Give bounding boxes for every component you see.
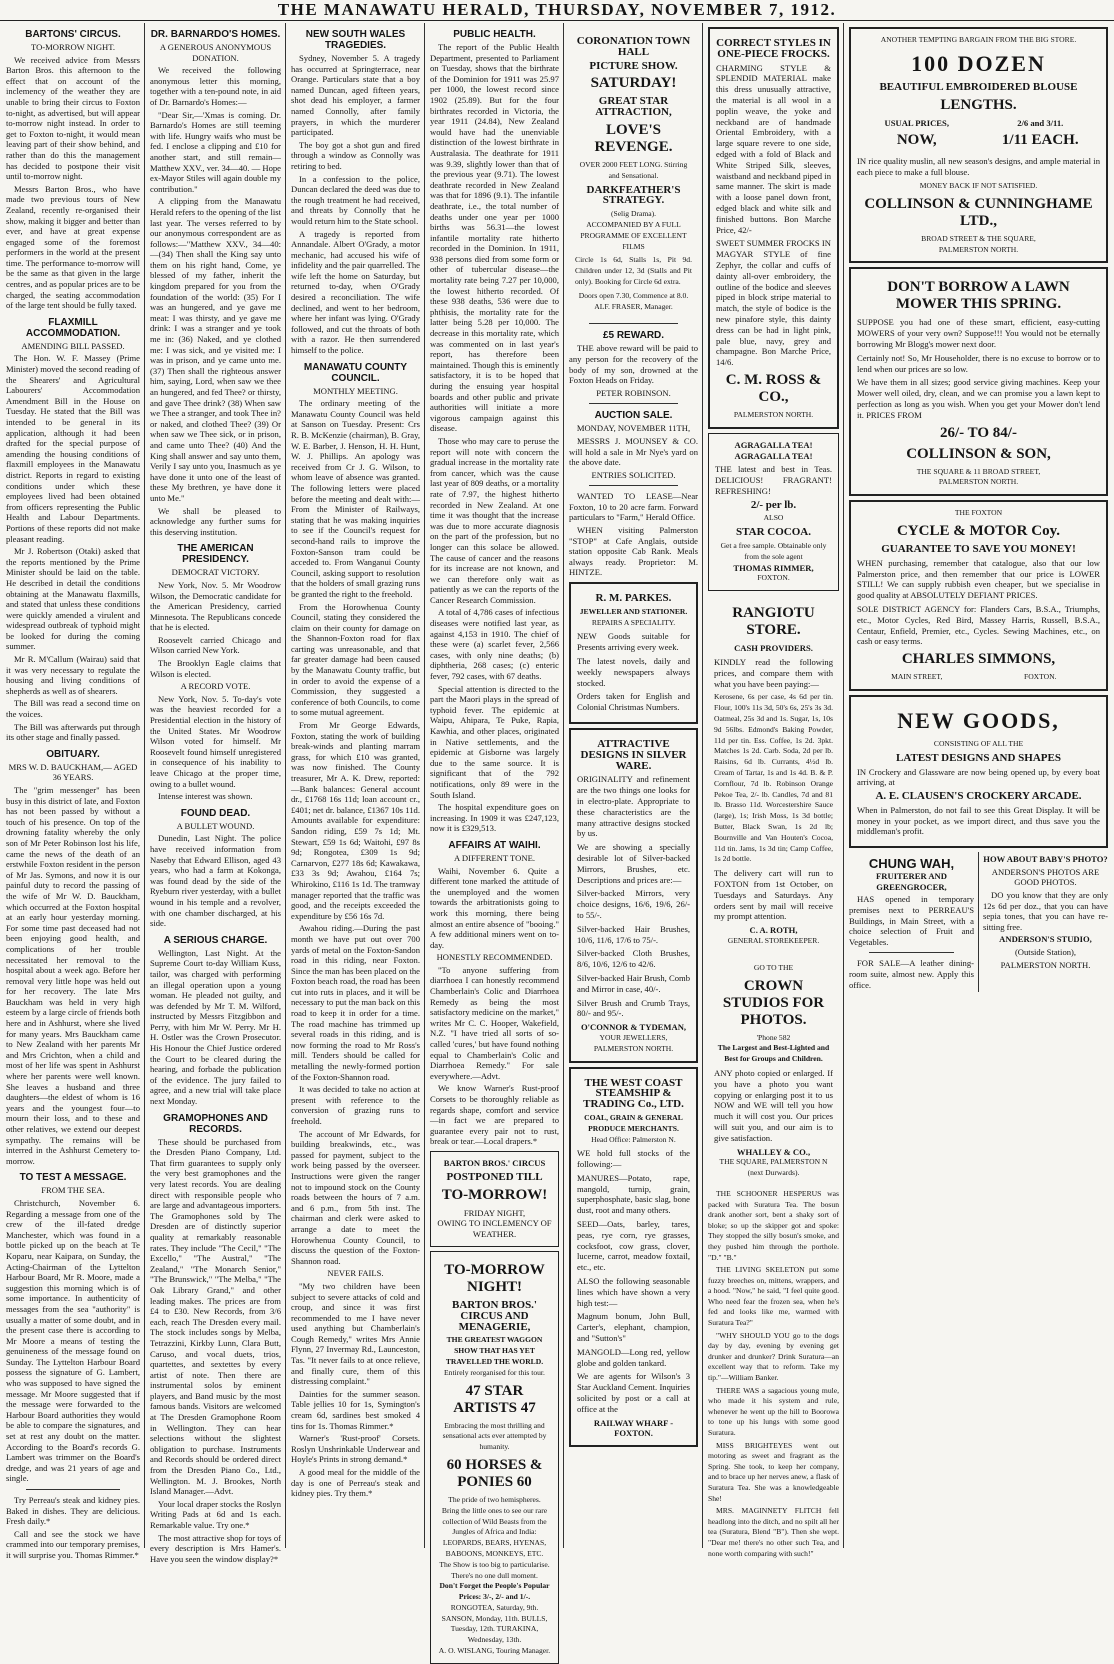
heading-test-message: TO TEST A MESSAGE. bbox=[19, 1172, 127, 1184]
notice-paragraph: Call and see the stock we have crammed into our temporary premises, it will surprise you. Thomas Rimmer.* bbox=[6, 1528, 140, 1560]
ad-line: RAILWAY WHARF - FOXTON. bbox=[593, 1417, 674, 1439]
subheading-never-fails: NEVER FAILS. bbox=[327, 1268, 384, 1279]
ad-line: FRIDAY NIGHT, bbox=[463, 1207, 526, 1218]
heading-waihi: AFFAIRS AT WAIHI. bbox=[448, 839, 541, 851]
ad-line: LENGTHS. bbox=[940, 96, 1017, 113]
article-paragraph: We received the following anonymous letter this morning, together with a ten-pound note, in aid of Dr. Barnardo's Homes:— bbox=[150, 65, 281, 107]
ad-line: WHEN purchasing, remember that catalogue, also that our low Palmerston price, and then remember that our price is LOWER STILL! We can supply rubbish even cheaper, but we specialise in good quality at ABSOLUTELY DEFIANT PRICES. bbox=[857, 557, 1100, 601]
ad-line: Don't Forget the People's Popular Prices: 3/-, 2/- and 1/-. bbox=[439, 1581, 550, 1602]
article-paragraph: Mr R. M'Callum (Wairau) said that it was very necessary to regulate the housing and living conditions of shepherds as well as of shearers. bbox=[6, 654, 140, 696]
ad-line: BARTON BROS.' CIRCUS AND MENAGERIE, bbox=[452, 1298, 537, 1333]
ad-line: ANY photo copied or enlarged. If you have a photo you want copying or enlarging post it to us NOW and WE will tell you how much it will cost you. Our prices will suit you, and our aim is to give satisfaction. bbox=[714, 1067, 833, 1143]
article-paragraph: From the Horowhenua County Council, stating they considered the claim on their county for damage on the Shannon-Foxton road for flax carting was unreasonable, and that far greater damage had been caused by the Manawatu County traffic, but in order to avoid the expense of a Commission, they suggested a conference of both Councils, to come to some mutual agreement. bbox=[291, 601, 420, 718]
ad-line: 2/- per lb. bbox=[750, 498, 797, 511]
divider bbox=[869, 952, 954, 953]
ad-line: RONGOTEA, Saturday, 9th. SANSON, Monday, 11th. BULLS, Tuesday, 12th. TURAKINA, Wednesday, 13th. bbox=[441, 1602, 548, 1645]
article-paragraph: The boy got a shot gun and fired through a window as Connolly was retiring to bed. bbox=[291, 139, 420, 171]
ad-suratura: "WHY SHOULD YOU go to the dogs day by day, evening by evening get drunker and drunker? Drink Suratura—an excellent way that to reform. Take my tip."—William Banker. bbox=[708, 1330, 839, 1383]
column-7 bbox=[845, 23, 1112, 1548]
article-paragraph: Waihi, November 6. Quite a different tone marked the attitude of the unemployed and the women towards the arbitrationists going to work this morning, there being almost an entire absence of "booing." A few additional miners went on to-day. bbox=[430, 865, 559, 950]
ad-line: ANOTHER TEMPTING BARGAIN FROM THE BIG STORE. bbox=[880, 35, 1077, 44]
subheading: FROM THE SEA. bbox=[41, 1185, 105, 1196]
ad-line: ALSO the following seasonable lines which have shown a very high test:— bbox=[577, 1276, 690, 1308]
heading-found-dead: FOUND DEAD. bbox=[180, 807, 251, 819]
ad-line: ANDERSON'S PHOTOS ARE GOOD PHOTOS. bbox=[991, 866, 1100, 888]
ad-title: CYCLE & MOTOR Coy. bbox=[896, 522, 1061, 539]
ad-line: DARKFEATHER'S STRATEGY. bbox=[586, 183, 681, 207]
article-paragraph: A tragedy is reported from Annandale. Albert O'Grady, a motor mechanic, had accused his wife of infidelity and the pair quarrelled. The wife left the home on Saturday, but returned to-day, when O'Grady desired a reconciliation. The wife declined, and went to her bedroom, where her infant was lying. O'Grady followed, and cut the throats of both with a razor. He then surrendered himself to the police. bbox=[291, 228, 420, 356]
ad-line: Head Office: Palmerston N. bbox=[591, 1134, 676, 1144]
subheading: A BULLET WOUND. bbox=[176, 820, 255, 831]
ad-chung-wah bbox=[849, 852, 979, 992]
ad-line: C. M. ROSS & CO., bbox=[725, 371, 822, 405]
ad-suratura: MISS BRIGHTEYES went out motoring as sweet and fragrant as the Spring. She took, to keep her company, and to brace up her nerves anew, a flask of Suratura Tea. She was a knowledgeable She! bbox=[708, 1440, 839, 1503]
ad-suratura: THERE WAS a sagacious young mule, who made it his system and rule, whenever he went up the hill to Boorowa to tone up his lungs with some good Suratura. bbox=[708, 1385, 839, 1437]
ad-line: PALMERSTON NORTH. bbox=[593, 1043, 674, 1053]
ad-line: Entirely reorganised for this tour. bbox=[444, 1367, 545, 1377]
article-paragraph: New York, Nov. 5. To-day's vote was the heaviest recorded for a Presidential election in the history of the United States. Mr Woodrow Wilson voted for himself. Mr Roosevelt found himself unregistered in consequence of his inability to leave Chicago at the proper time, owing to a bullet wound. bbox=[150, 693, 281, 789]
ad-line: 60 HORSES & PONIES 60 bbox=[446, 1456, 543, 1490]
divider bbox=[589, 403, 678, 404]
column-5 bbox=[565, 23, 703, 1548]
ad-line: (Selig Drama). bbox=[610, 209, 657, 219]
ad-title: 100 DOZEN bbox=[911, 50, 1046, 76]
ad-line: Get a free sample. Obtainable only from the sole agent bbox=[720, 541, 827, 561]
article-paragraph: Intense interest was shown. bbox=[158, 791, 253, 802]
ad-title: THE WEST COAST STEAMSHIP & TRADING Co., LTD. bbox=[583, 1076, 684, 1111]
ad-line: THE latest and best in Teas. DELICIOUS! FRAGRANT! REFRESHING! bbox=[715, 464, 832, 496]
ad-line: 'Phone 582 bbox=[756, 1032, 791, 1042]
ad-line: The Largest and Best-Lighted and Best for Groups and Children. bbox=[717, 1043, 830, 1064]
ad-line: O'CONNOR & TYDEMAN, bbox=[580, 1022, 687, 1033]
ad-suratura: THE LIVING SKELETON put some fuzzy breeches on, mittens, wrappers, and a hood. "Now," he said, "I feel quite good. Who need fear the frozen sea, when he's fed and looks like me, warmed with Suratura Tea?" bbox=[708, 1265, 839, 1328]
notice-paragraph: A good meal for the middle of the day is one of Perreau's steak and kidney pies. Try them.* bbox=[291, 1467, 420, 1499]
ad-line: KINDLY read the following prices, and compare them with what you have been paying:— bbox=[714, 657, 833, 689]
ad-reward-sign: PETER ROBINSON. bbox=[596, 387, 671, 398]
ad-auction-text: MESSRS J. MOUNSEY & CO. will hold a sale in Mr Nye's yard on the above date. bbox=[569, 435, 698, 468]
article-paragraph: Christchurch, November 6. Regarding a message from one of the crew of the ill-fated dredge Manchester, which was found in a bottle picked up on the beach at Te Koparu, near Kaipara, on Sunday, the Acting-Chairman of the Lyttelton Harbour Board, Mr R. Moore, made a suggestion this morning which is of some importance. In authenticity of messages from the sea "authority" is usually a matter of some doubt, and in the present case there is according to Mr Moore a means of testing the genuineness of the message found on Sunday. The Lyttelton Harbour Board possess the signature of G. Lambert, who was supposed to have signed the message. Mr Moore suggested that if the message were forwarded to the Harbour Board authorities they would be able to compare the signatures, and set at rest any doubt on the matter. According to the Board's records G. Lambert was trimmer on the Board's dredge, and was 21 years of age and single. bbox=[6, 1197, 140, 1484]
ad-line: THE SQUARE & 11 BROAD STREET, bbox=[916, 466, 1041, 476]
ad-title: AGRAGALLA TEA! bbox=[734, 450, 813, 461]
ad-blouse-lengths bbox=[849, 27, 1108, 263]
ad-cycle-motor bbox=[849, 500, 1108, 691]
notice-paragraph: Dainties for the summer season. Table jellies 10 for 1s, Symington's cream 6d, sardines best smoked 4 tins for 1s. Thomas Rimmer.* bbox=[291, 1388, 420, 1431]
ad-title: CHUNG WAH, bbox=[868, 856, 955, 872]
ad-circus-tomorrow bbox=[430, 1251, 559, 1664]
column-2 bbox=[146, 23, 286, 1564]
article-paragraph: The ordinary meeting of the Manawatu County Council was held at Sanson on Tuesday. Present: Crs R. B. McKenzie (chairman), B. Gray, W. E. Barber, J. Henson, H. H. Hunt, W. J. Phillips. An apology was received from Cr J. G. Wilson, to whom leave of absence was granted. The following letters were placed before the meeting and dealt with:— From the Minister of Railways, stating that he was making inquiries to see if the Council's request for second-hand rails to improve the Foxton-Sanson tram could be acceded to. From Wanganui County Council, asking support to resolution that the holders of small grazing runs be granted the right to the freehold. bbox=[291, 398, 420, 599]
article-paragraph: Wellington, Last Night. At the Supreme Court to-day William Kuss, tailor, was charged with performing an illegal operation upon a young woman. He pleaded not guilty, and was defended by Mr T. M. Wilford, instructed by Messrs Fitzgibbon and Perry, with him Mr W. Perry. Mr H. H. Ostler was the Crown Prosecutor. His Honour the Chief Justice ordered the Court to be cleared during the hearing, and forbade the publication of the evidence. The jury failed to agree, and a new trial will take place next Monday. bbox=[150, 947, 281, 1107]
ad-line: POSTPONED TILL bbox=[446, 1170, 543, 1183]
heading-bartons-circus: BARTONS' CIRCUS. bbox=[25, 29, 121, 40]
column-3 bbox=[287, 23, 425, 1548]
ad-line: WHALLEY & CO., bbox=[736, 1146, 811, 1157]
ad-line: We are showing a specially desirable lot of Silver-backed Mirrors, Brushes, etc. Descriptions and prices are:— bbox=[577, 842, 690, 885]
ad-line: LOVE'S REVENGE. bbox=[594, 121, 673, 155]
article-paragraph: Dunedin, Last Night. The police have received information from Naseby that Edward Ellison, aged 43 years, who had a farm at Kokonga, was found dead by the side of the Ryeburn river yesterday, with a bullet wound in his temple and a revolver, with one chamber discharged, at his side. bbox=[150, 833, 281, 929]
ad-line: PALMERSTON NORTH. bbox=[938, 244, 1019, 254]
ad-anderson-photos bbox=[983, 852, 1108, 992]
ad-line: SOLE DISTRICT AGENCY for: Flanders Cars, B.S.A., Triumphs, etc., Motor Cycles, Red Bird, Massey Harris, Russell, B.S.A., Centaur, Enfield, Premier, etc., Cycles. Sewing Machines, etc., on cash or easy terms. bbox=[857, 603, 1100, 647]
ad-line: C. A. ROTH, bbox=[749, 925, 798, 936]
ad-line: Embracing the most thrilling and sensational acts ever attempted by humanity. bbox=[442, 1420, 547, 1452]
ad-title: CORONATION TOWN HALL bbox=[576, 35, 691, 58]
ad-lawn-mower bbox=[849, 267, 1108, 496]
ad-circus-postponed bbox=[430, 1151, 559, 1247]
ad-line: Silver-backed Hair Brush, Comb and Mirror in case, 40/-. bbox=[577, 972, 690, 994]
ad-title: HOW ABOUT BABY'S PHOTO? bbox=[983, 854, 1108, 865]
heading-barnardo: DR. BARNARDO'S HOMES. bbox=[150, 29, 281, 40]
article-paragraph: In a confession to the police, Duncan declared the deed was due to the rough treatment he had received, and threats by Connolly that he would return him to the State school. bbox=[291, 173, 420, 226]
ad-line: CHARLES SIMMONS, bbox=[901, 651, 1056, 668]
ad-line: PALMERSTON NORTH. bbox=[733, 409, 814, 419]
subheading: A RECORD VOTE. bbox=[180, 681, 251, 692]
ad-line: THE SQUARE, PALMERSTON N (next Durwards). bbox=[719, 1157, 828, 1178]
heading-serious-charge: A SERIOUS CHARGE. bbox=[163, 934, 268, 946]
ad-line: FRUITERER AND GREENGROCER, bbox=[876, 871, 947, 892]
divider bbox=[589, 323, 678, 324]
ad-line: Silver-backed Cloth Brushes, 8/6, 10/6, 12/6 to 42/6. bbox=[577, 948, 690, 970]
ad-agragalla-tea bbox=[708, 433, 839, 592]
ad-line: GO TO THE bbox=[753, 962, 794, 972]
ad-line: ALSO bbox=[763, 513, 784, 523]
ad-line: SUPPOSE you had one of these smart, efficient, easy-cutting MOWERS of your very own? Suppose!!! You would not be eternally borrowing Mr Blogg's mower next door. bbox=[857, 317, 1100, 349]
notice-paragraph: Warner's 'Rust-proof' Corsets. Roslyn Unshrinkable Underwear and Hoyle's Prints in strong demand.* bbox=[291, 1433, 420, 1465]
ad-line: OWING TO INCLEMENCY OF WEATHER. bbox=[437, 1218, 552, 1240]
ad-line: Silver Brush and Crumb Trays, 80/- and 95/-. bbox=[577, 997, 690, 1019]
ad-line: NOW, bbox=[896, 132, 937, 149]
ad-line: COLLINSON & CUNNINGHAME LTD., bbox=[864, 195, 1093, 229]
ad-frocks bbox=[708, 27, 839, 429]
ad-line: IN Crockery and Glassware are now being opened up, by every boat arriving, at bbox=[857, 766, 1100, 788]
ad-line: SWEET SUMMER FROCKS IN MAGYAR STYLE of fine Zephyr, the collar and cuffs of dainty all-over embroidery, the outline of the bodice and sleeves piped in block stripe material to match, the style of bodice is the new pinafore style, this dainty dress can be had in light pink, pale blue, navy, grey and champagne. Bon Marche Price, 14/6. bbox=[716, 238, 831, 368]
article-paragraph: The "grim messenger" has been busy in this district of late, and Foxton has not been passed by without a touch of his presence. On top of the drowning fatality whereby the only son of Mr Peter Robinson lost his life, came the news of the death of an erstwhile Foxton resident in the person of Mr Jas. Symons, and now it is our painful duty to record the passing of the wife of Mr W. D. Bauckham, which occurred at the Foxton hospital at an early hour yesterday morning. For some time past deceased had not been enjoying good health, and complications of her trouble necessitated her removal to the hospital about a week ago. Before her removal very little hope was held out for her recovery. The late Mrs Bauckham was held in very high esteem by a large circle of friends both here and in Ashhurst, where she lived for many years. Mrs Bauckham came to New Zealand with her parents Mr and Mrs Crichton, when a child and most of her life was spent in Ashhurst where her parents were well known. She leaves a husband and three daughters—the eldest of whom is 16 years and the youngest four—to mourn their loss, and to these and other relatives, we extend our deepest sympathy. The remains will be interred in the Ashhurst Cemetery to-morrow. bbox=[6, 785, 140, 1166]
article-paragraph: New York, Nov. 5. Mr Woodrow Wilson, the Democratic candidate for the American Presidency, carried Minnesota. The Republicans concede that he is elected. bbox=[150, 579, 281, 633]
ad-line: PALMERSTON NORTH. bbox=[1000, 959, 1091, 970]
ad-line: ANDERSON'S STUDIO, bbox=[999, 934, 1092, 945]
ad-line: THE GREATEST WAGGON SHOW THAT HAS YET TRAVELLED THE WORLD. bbox=[445, 1335, 544, 1366]
ad-parkes bbox=[569, 582, 698, 724]
article-paragraph: "Dear Sir,—'Xmas is coming. Dr. Barnardo's Homes are still teeming with life. Hungry waifs who must be fed. I enclose a clipping and £10 for another start, and still remain—Matthew XXV., ver. 34—40. — Hope ex-Mayor Stiles will again double my contribution." bbox=[150, 109, 281, 194]
ad-line: We have them in all sizes; good service giving machines. Keep your Mower well oiled, dry, clean, and we can promise you a lawn kept to perfection as long as you wish. When you get your Mower don't lend it. PRICES FROM bbox=[857, 377, 1100, 420]
article-paragraph: The account of Mr Edwards, for building breakwinds, etc., was passed for payment, subject to the work being passed by the overseer. Instructions were given the ranger not to impound stock on the County roads between the hours of 7 a.m. and 6 p.m., from 5th inst. The chairman and clerk were asked to arrange a date to meet the Horowhenua County Council, to discuss the question of the Foxton-Shannon road. bbox=[291, 1128, 420, 1266]
ad-price-row bbox=[857, 128, 1100, 153]
article-paragraph: Mr J. Robertson (Otaki) asked that the reports mentioned by the Prime Minister should be laid on the table. He described in detail the conditions obtaining at the Manawatu flaxmills, and stated that unless these conditions were quickly amended a virulent and widespread outbreak of typhoid might be looked for during the coming summer. bbox=[6, 546, 140, 652]
ad-title: ATTRACTIVE DESIGNS IN SILVER WARE. bbox=[580, 738, 687, 772]
heading-nsw-tragedies: NEW SOUTH WALES TRAGEDIES. bbox=[305, 29, 406, 51]
ad-line: The delivery cart will run to FOXTON from 1st October, on Tuesdays and Saturdays. Any orders sent by mail will receive my prompt attention. bbox=[714, 868, 833, 922]
ad-line: We are agents for Wilson's 3 Star Auckland Cement. Inquiries solicited by post or a call at office at the bbox=[577, 1371, 690, 1414]
ad-line: ACCOMPANIED BY A FULL PROGRAMME OF EXCELLENT FILMS bbox=[580, 219, 687, 251]
heading-obituary: OBITUARY. bbox=[46, 748, 100, 760]
ad-auction-title: AUCTION SALE. bbox=[594, 410, 673, 422]
subheading: AMENDING BILL PASSED. bbox=[21, 340, 125, 351]
article-paragraph: The Hon. W. F. Massey (Prime Minister) moved the second reading of the Shearers' and Agricultural Labourers' Accommodation Amendment Bill in the House on Tuesday. He stated that the Bill was intended to be general in its application, although it had been drafted for the special purpose of amending the housing conditions of flaxmill employees in the Manawatu district. Reports in regard to existing conditions under which these employees lived had been obtained from officers representing the Public Health and Labour Departments. Portions of these reports did not make pleasant reading. bbox=[6, 353, 140, 544]
ad-line: THOMAS RIMMER, bbox=[733, 562, 814, 573]
ad-title: RANGIOTU STORE. bbox=[732, 605, 815, 639]
ad-line: REPAIRS A SPECIALITY. bbox=[591, 617, 676, 627]
ad-line: The latest novels, daily and weekly newspapers always stocked. bbox=[577, 656, 690, 688]
ad-wanted: WANTED TO LEASE—Near Foxton, 10 to 20 acre farm. Forward particulars to "Farm," Herald Office. bbox=[569, 491, 698, 523]
article-paragraph: "My two children have been subject to severe attacks of cold and croup, and since it was first recommended to me I have never used anything but Chamberlain's Cough Remedy," writes Mrs Annie Flynn, 27 Invermay Rd., Launceston, Tas. "It never fails to at once relieve, and finally cure, them of this distressing complaint." bbox=[291, 1280, 420, 1387]
ad-reward-text: THE above reward will be paid to any person for the recovery of the body of my son, drowned at the Foxton Heads on Friday. bbox=[569, 343, 698, 386]
article-paragraph: The Bill was read a second time on the voices. bbox=[6, 698, 140, 720]
ad-line: 26/- TO 84/- bbox=[940, 424, 1017, 441]
ad-west-coast bbox=[569, 1067, 698, 1448]
ad-line: Certainly not! So, Mr Householder, there is no excuse to borrow or to lend when our prices are so low. bbox=[857, 352, 1100, 374]
article-paragraph: It was decided to take no action at present with reference to the conversion of grazing runs to freehold. bbox=[291, 1084, 420, 1126]
article-paragraph: Special attention is directed to the part the Maori plays in the spread of typhoid fever. The epidemic at Waipu, Ahipara, Te Puke, Rapia, Kawhia, and other places, originated in Native settlements, and the epidemic at Gisborne was largely due to the same source. It is significant that of the 792 notifications, only 89 were in the South Island. bbox=[430, 683, 559, 800]
article-paragraph: Roosevelt carried Chicago and Wilson carried New York. bbox=[150, 634, 281, 656]
ad-line: COLLINSON & SON, bbox=[906, 445, 1051, 462]
ad-line: PICTURE SHOW. bbox=[589, 59, 678, 72]
ad-price-row bbox=[857, 118, 1100, 129]
ad-auction-sign: ENTRIES SOLICITED. bbox=[591, 469, 676, 480]
ad-line: FOXTON. bbox=[757, 573, 790, 583]
masthead: THE MANAWATU HERALD, THURSDAY, NOVEMBER 7, 1912. bbox=[0, 0, 1114, 21]
notice-paragraph: The most attractive shop for toys of every description is Mrs Hamer's. Have you seen the window display?* bbox=[150, 1532, 281, 1564]
ad-picture-show bbox=[569, 27, 698, 318]
ad-title: DON'T BORROW A LAWN MOWER THIS SPRING. bbox=[887, 279, 1070, 313]
article-paragraph: From Mr George Edwards, Foxton, stating the work of building break-winds and planting marram grass, for which £10 was granted, was now finished. The County treasurer, Mr A. K. Drew, reported:—Bank balances: General account dr., £1768 16s 11d; loan account cr., £401; net dr. balance, £1367 10s 11d. Amounts available for expenditure: Sandon riding, £59 7s 1d; Mt. Stewart, £59 1s 6d; Waitohi, £97 8s 9d; Rongotea, £309 1s 9d; Carnarvon, £277 18s 6d; Kawakawa, £33 3s 9d; Awahou, £164 7s; Whirokino, £116 1s 1d. The tramway manager reported that the traffic was good, and the receipts exceeded the expenditure by £56 16s 7d. bbox=[291, 720, 420, 921]
ad-line: IN rice quality muslin, all new season's designs, and ample material in each piece to make a full blouse. bbox=[857, 156, 1100, 178]
ad-line: The Show is too big to particularise. There's no one dull moment. bbox=[439, 1559, 550, 1580]
ad-line: Silver-backed Mirrors, very choice designs, 16/6, 19/6, 26/- to 55/-. bbox=[577, 888, 690, 920]
ad-line: BROAD STREET & THE SQUARE, bbox=[921, 233, 1036, 243]
ad-line: CHARMING STYLE & SPLENDID MATERIAL make this dress unusually attractive, the material is all wool in a poplin weave, the yoke and neckband are of handmade Oriental Embroidery, with a large square revere to one side, edged with a fold of Black and White Striped Silk, sleeves, waistband and neckband piped in same manner. The skirt is made with a loose panel down front, edged black and white silk and finished buttons. Bon Marche Price, 42/- bbox=[716, 62, 831, 235]
ad-title: AGRAGALLA TEA! bbox=[734, 439, 813, 450]
ad-line: NEW Goods suitable for Presents arriving every week. bbox=[577, 631, 690, 653]
ad-line: Circle 1s 6d, Stalls 1s, Pit 9d. Children under 12, 3d (Stalls and Pit only). Booking for Circle 6d extra. bbox=[575, 255, 692, 286]
ad-reward-title: £5 REWARD. bbox=[602, 330, 665, 342]
article-paragraph: Messrs Barton Bros., who have made two previous tours of New Zealand, recently re-organised their show, making it bigger and better than ever, and have at great expense engaged some of the foremost performers in the world at the present time. The performance to-morrow will be the same as that given in the large centres, and as popular prices are to be charged, the seating accommodation of the large tent should be fully taxed. bbox=[6, 183, 140, 311]
ad-line: GREAT STAR ATTRACTION, bbox=[595, 95, 672, 119]
ad-line: YOUR JEWELLERS, bbox=[599, 1032, 668, 1042]
subheading: TO-MORROW NIGHT. bbox=[30, 42, 116, 52]
column-1 bbox=[2, 23, 145, 1560]
ad-line: USUAL PRICES, bbox=[884, 117, 949, 128]
ad-line: MAIN STREET, bbox=[891, 672, 943, 682]
ad-line: TO-MORROW! bbox=[441, 1186, 548, 1203]
ad-line: Silver-backed Hair Brushes, 10/6, 11/6, 17/6 to 75/-. bbox=[577, 923, 690, 945]
subheading: A DIFFERENT TONE. bbox=[454, 852, 535, 863]
ad-line: 1/11 EACH. bbox=[1001, 132, 1079, 149]
ad-line: HAS opened in temporary premises next to PERREAU'S Buildings, in Main Street, with a choice selection of Fruit and Vegetables. bbox=[849, 894, 974, 947]
ad-auction-date: MONDAY, NOVEMBER 11TH, bbox=[576, 423, 691, 434]
subheading: DEMOCRAT VICTORY. bbox=[171, 567, 260, 578]
ad-address-row bbox=[857, 672, 1100, 683]
ad-line: LATEST DESIGNS AND SHAPES bbox=[896, 751, 1061, 764]
ad-line: BEAUTIFUL EMBROIDERED BLOUSE bbox=[879, 80, 1078, 93]
ad-line: MANGOLD—Long red, yellow globe and golden tankard. bbox=[577, 1346, 690, 1368]
ad-title: CROWN STUDIOS FOR PHOTOS. bbox=[722, 977, 825, 1028]
divider bbox=[589, 485, 678, 486]
article-paragraph: The Bill was afterwards put through its other stage and finally passed. bbox=[6, 721, 140, 743]
heading-american-presidency: THE AMERICAN PRESIDENCY. bbox=[177, 543, 254, 566]
ad-silverware bbox=[569, 728, 698, 1063]
article-paragraph: A clipping from the Manawatu Herald refers to the opening of the list last year. The verses referred to by our anonymous correspondent are as follows:—"Matthew XXV., 34—40:—(34) Then shall the King say unto them on his right hand, Come, ye blessed of my father, inherit the kingdom prepared for you from the foundation of the world: (35) For I was an hungered, and ye gave me meat: I was thirsty, and ye gave me drink: I was a stranger and ye took me in: (36) Naked, and ye clothed me: I was sick, and ye visited me: I was in prison, and ye came unto me. (37) Then shall the righteous answer him, saying, Lord, when saw we thee an hungered, and fed Thee? or thirsty, and gave Thee drink? (38) When saw we Thee a stranger, and took Thee in? or naked, and clothed Thee? (39) Or when saw we Thee sick, or in prison, and came unto Thee? (40) And the King shall answer and say unto them, Verily I say unto you, Inasmuch as ye have done it unto one of the least of these My brethren, ye have done it unto Me." bbox=[150, 196, 282, 503]
column-6 bbox=[704, 23, 844, 1558]
ad-title: CORRECT STYLES IN ONE-PIECE FROCKS. bbox=[716, 37, 831, 60]
ad-line: SEED—Oats, barley, tares, peas, rye corn, rye grasses, cocksfoot, cow grass, clover, lucerne, carrot, meadow foxtail, etc., etc. bbox=[577, 1219, 690, 1273]
ad-line: DO you know that they are only 12s 6d per doz., that you can have sepia tones, that you can have re-sitting free. bbox=[983, 890, 1108, 932]
ad-line: MANURES—Potato, rape, mangold, turnip, grain, superphosphate, basic slag, bone dust, root and many others. bbox=[577, 1172, 690, 1216]
column-4 bbox=[426, 23, 564, 1656]
article-paragraph: The hospital expenditure goes on increasing. In 1909 it was £247,123, now it is £329,513. bbox=[430, 802, 559, 834]
ad-line: Bring the little ones to see our rare collection of Wild Beasts from the Jungles of Africa and India: LEOPARDS, BEARS, HYENAS, BABOONS, MONKEYS, ETC. bbox=[441, 1505, 548, 1558]
article-paragraph: The Brooklyn Eagle claims that Wilson is elected. bbox=[150, 658, 281, 679]
notice-paragraph: Your local draper stocks the Roslyn Writing Pads at 6d and 1s each. Remarkable value. Try one.* bbox=[150, 1498, 281, 1530]
ad-line: CONSISTING OF ALL THE bbox=[933, 738, 1024, 748]
ad-line: FOXTON. bbox=[1023, 672, 1057, 682]
heading-county-council: MANAWATU COUNTY COUNCIL. bbox=[303, 361, 408, 384]
ad-line: The pride of two hemispheres. bbox=[448, 1494, 541, 1504]
article-paragraph: These should be purchased from the Dresden Piano Company, Ltd. That firm guarantees to supply only the very best gramophones and the very latest records. You are dealing direct with responsible people who are large and advantageous importers. The Gramophones sold by The Dresden are of distinctly superior quality at remarkably reasonable rates. They include "The Cecil," "The Excello," "The Austral," "The Zealand," "The Monarch Senior," "The Brunswick," "The Melba," "The Oak Library Grand," and other leading makes. The prices are from £4 to £30. New Records, from 3/6 each, reach The Dresden every mail. The stock includes songs by Melba, Tetrazzini, Kirkby Lunn, Clara Butt, Caruso, and vocal duets, trios, quartettes, and sextettes by every artist of note. Then there are instrumental solos by eminent players, and Band music by the most famous bands. Visitors are welcomed at The Dresden Gramophone Room in Wellington. They can hear selections without the slightest obligation to purchase. Instruments and Records should be ordered direct from the Dresden Piano Co., Ltd., Wellington. M. J. Brookes, North Island Manager.—Advt. bbox=[150, 1136, 281, 1497]
ad-line: When in Palmerston, do not fail to see this Great Display. It will be money in your pocket, as we import direct, and thus save you the middleman's profit. bbox=[857, 804, 1100, 837]
article-paragraph: A total of 4,786 cases of infectious diseases were notified last year, as against 4,153 in 1910. The chief of these were (a) scarlet fever, 2,566 cases, with only nine deaths; (b) diphtheria, 268 cases; (c) enteric fever, 792 cases, with 67 deaths. bbox=[430, 607, 559, 682]
article-paragraph: Those who may care to peruse the report will note with concern the gradual increase in the mortality rate from cancer, which was the cause last year of 809 deaths, or a mortality rate of 7.97, the highest hitherto recorded in New Zealand. At one time it was thought that the increase was due to more accurate diagnosis on the part of the profession, but no longer can this solace be allowed. The cause of cancer and the reasons for its increase are not known, and we can therefore only wait as patiently as we can the reports of the Cancer Research Commission. bbox=[430, 435, 559, 605]
heading-gramophones: GRAMOPHONES AND RECORDS. bbox=[163, 1112, 268, 1135]
heading-public-health: PUBLIC HEALTH. bbox=[453, 29, 536, 40]
ad-line: ORIGINALITY and refinement are the two things one looks for in electro-plate. Appropriate to these characteristics are the many attractive designs stocked by us. bbox=[577, 774, 690, 839]
article-paragraph: We shall be pleased to acknowledge any further sums for this deserving institution. bbox=[150, 505, 281, 537]
ad-cafe: WHEN visiting Palmerston "STOP" at Cafe Anglais, outside station opposite Cab Rank. Meals always ready. Proprietor: M. HINTZE. bbox=[569, 525, 698, 578]
ad-line: Kerosene, 6s per case, 4s 6d per tin. Flour, 100's 11s 3d, 50's 6s, 25's 3s 3d. Oatmeal, 25s 3d and 1s. Sugar, 1s, 10s 9d 56lbs. Edmond's Baking Powder, 11d per tin. Ess. Coffee, 1s 2d. 3pkt. Matches 1s 2d. Carb. Soda, 2d per lb. Raisins, 6d lb. Currants, 4½d lb. Cream of Tartar, 1s and 1s 4d. B. & P. Cornflour, 7d lb. Robinson Orange Pekoe Tea, 2/- lb. Candles, 7d and 81 lb. Brasso 11d. Worcestershire Sauce (large), 1s; Irish Moss, 1s 3d bottle; Butter, Black Swan, 1s 2d lb; Bournville and Van Houten's Cocoa, 11d tin. Jams, 1s 3d tin; Camp Coffee, 1s 2d bottle. bbox=[714, 692, 833, 864]
subheading: A GENEROUS ANONYMOUS DONATION. bbox=[159, 42, 272, 63]
ad-title: BARTON BROS.' CIRCUS bbox=[443, 1157, 546, 1168]
ad-line: MONEY BACK IF NOT SATISFIED. bbox=[919, 180, 1038, 190]
ad-line: PALMERSTON NORTH. bbox=[938, 477, 1019, 487]
ad-line: A. E. CLAUSEN'S CROCKERY ARCADE. bbox=[875, 790, 1082, 803]
subheading: MRS W. D. BAUCKHAM,— AGED 36 YEARS. bbox=[8, 761, 138, 783]
ad-rangiotu bbox=[708, 595, 839, 953]
ad-line: SATURDAY! bbox=[590, 75, 677, 92]
ad-line: FOR SALE—A leather dining-room suite, almost new. Apply this office. bbox=[849, 958, 974, 990]
ad-line: (Outside Station), bbox=[1014, 947, 1077, 958]
ad-line: CASH PROVIDERS. bbox=[734, 643, 813, 654]
ad-line: Magnum bonum, John Bull, Carter's, elephant, champion, and "Sutton's" bbox=[577, 1311, 690, 1344]
ad-line: Doors open 7.30, Commence at 8.0. bbox=[578, 290, 689, 300]
ad-bottom-row bbox=[849, 852, 1108, 992]
ad-line: Orders taken for English and Colonial Christmas Numbers. bbox=[577, 691, 690, 713]
article-paragraph: Sydney, November 5. A tragedy has occurred at Springterrace, near Orange. Particulars state that a boy named Duncan, aged fifteen years, shot dead his employer, a farmer named Connolly, after family prayers, in which the murderer participated. bbox=[291, 53, 420, 138]
subheading: HONESTLY RECOMMENDED. bbox=[436, 952, 553, 963]
ad-title: R. M. PARKES. bbox=[595, 592, 672, 605]
ad-line: 2/6 and 3/11. bbox=[1017, 117, 1064, 128]
notice-paragraph: We know Warner's Rust-proof Corsets to be thoroughly reliable as regards shape, comfort and service —in fact we are prepared to guarantee every pair not to rust, break or tear.—Local drapers.* bbox=[430, 1083, 559, 1147]
article-paragraph: We received advice from Messrs Barton Bros. this afternoon to the effect that on account of the inclemency of the weather they are unable to bring their circus to Foxton to-night, as advertised, but will appear to-morrow night instead. In order to get to Foxton to-night, it would mean leaving part of their show behind, and rather than do this the management has decided to postpone their visit until to-morrow night. bbox=[6, 54, 140, 182]
article-paragraph: Awahou riding.—During the past month we have put out over 700 yards of metal on the Foxton-Sandon road in this riding, near Foxton. Since the man has been placed on the Foxton beach road, the road has been cut into ruts in places, and it will be necessary to put the man back on this road to keep it in order for a time. The road machine has trimmed up several roads in this riding, and is now forming the road to Mr Ross's mill. Tenders should be called for metalling the newly-formed portion of the Foxton-Shannon road. bbox=[291, 923, 420, 1082]
ad-suratura: THE SCHOONER HESPERUS was packed with Suratura Tea. The bosun drank another sort, bent a shaky sort of bloke; so up the skipper got and spoke: They stopped the silly bosun's smoke, and they pushed him through the porthole. "D." "B." bbox=[708, 1188, 839, 1262]
article-paragraph: The report of the Public Health Department, presented to Parliament on Tuesday, shows that the birthrate of the Dominion for 1911 was 25.97 per 1000, the lowest record since 1902 (25.89). But for the four birthrates recorded in Victoria, the year 1911 (24.84), New Zealand would have had the unenviable distinction of the lowest birthrate in Australasia. The deathrate for 1911 was 9.39, slightly lower than that of the previous year (9.71). The lowest deathrate recorded in New Zealand was that for 1896 (9.1). The infantile deathrate, i.e., the total number of deaths under one year per 1000 births was 56.31—the lowest infantile mortality rate hitherto recorded in the Dominion. In 1911, 938 persons died from some form or other of tubercular disease—the mortality rate being 7.27 per 10,000, the lowest hitherto recorded. Of these 938 deaths, 536 were due to phthisis, the mortality rate for the latter being 5.28 per 10,000. The decrease in this mortality rate, which was commented on in last year's report, has therefore been maintained. Though this is eminently satisfactory, it is to be hoped that during the ensuing year hospital boards and other public and private authorities will initiate a more vigorous campaign against this disease. bbox=[430, 42, 559, 434]
ad-line: A. O. WISLANG, Touring Manager. bbox=[438, 1646, 551, 1656]
ad-line: STAR COCOA. bbox=[736, 526, 811, 539]
ad-line: GENERAL STOREKEEPER. bbox=[727, 935, 820, 945]
ad-line: 47 STAR ARTISTS 47 bbox=[453, 1382, 536, 1416]
ad-title: TO-MORROW NIGHT! bbox=[444, 1261, 545, 1295]
subheading: MONTHLY MEETING. bbox=[313, 385, 398, 396]
ad-line: JEWELLER AND STATIONER. bbox=[579, 606, 688, 616]
heading-flaxmill: FLAXMILL ACCOMMODATION. bbox=[25, 316, 121, 339]
ad-line: THE FOXTON bbox=[954, 508, 1003, 518]
ad-crown-studios bbox=[708, 957, 839, 1185]
ad-line: WE hold full stocks of the following:— bbox=[577, 1148, 690, 1170]
ad-line: OVER 2000 FEET LONG. Stirring and Sensational. bbox=[579, 159, 688, 180]
ad-line: GUARANTEE TO SAVE YOU MONEY! bbox=[881, 542, 1076, 555]
notice-paragraph: Try Perreau's steak and kidney pies. Baked in dishes. They are delicious. Fresh daily.* bbox=[6, 1495, 140, 1527]
ad-new-goods bbox=[849, 695, 1108, 848]
ad-line: ALF. FRASER, Manager. bbox=[594, 301, 673, 311]
ad-suratura: MRS. MAGINNETY FLITCH fell headlong into the ditch, and no spilt all her tea (Suratura, Blend "B"). Then she wept. "Dear me! there's no other such Tea, and none worth comparing with such!" bbox=[708, 1506, 839, 1558]
divider bbox=[26, 1489, 120, 1490]
ad-line: COAL, GRAIN & GENERAL PRODUCE MERCHANTS. bbox=[584, 1112, 683, 1133]
ad-title: NEW GOODS, bbox=[897, 707, 1060, 733]
article-paragraph: "To anyone suffering from diarrhoea I can honestly recommend Chamberlain's Colic and Diarrhoea Remedy as being the most satisfactory medicine on the market," writes Mr C. C. Hooper, Wakefield, N.Z. "I have tried all sorts of so-called 'cures,' but have found nothing equal to Chamberlain's Colic and Diarrhoea Remedy." For sale everywhere.—Advt. bbox=[430, 964, 559, 1081]
